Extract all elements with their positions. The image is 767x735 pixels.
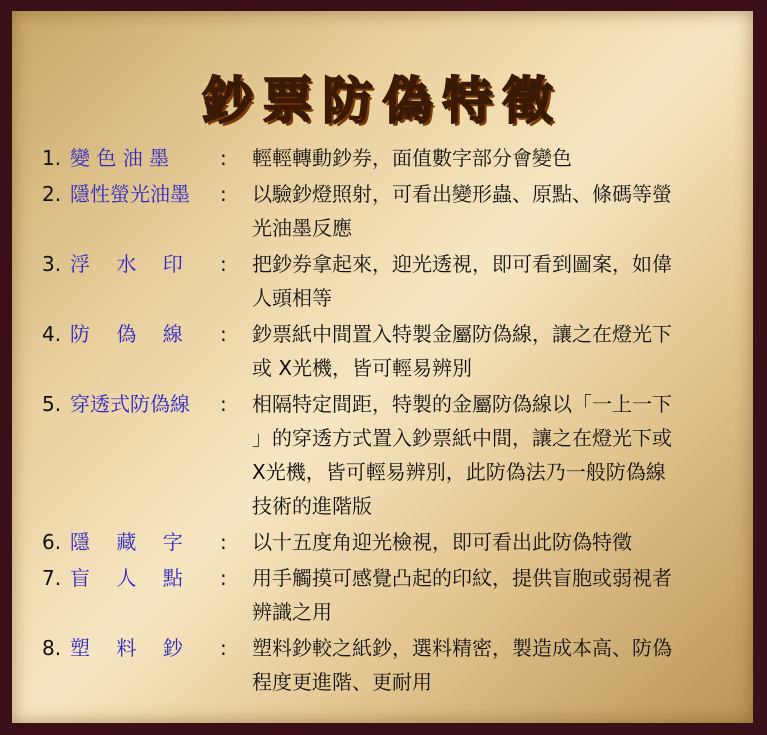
item-description	[252, 247, 757, 315]
feature-list	[42, 141, 757, 701]
list-item	[42, 525, 757, 559]
item-term: 穿透式防偽線	[70, 392, 190, 416]
description-line: 以十五度角迎光檢視，即可看出此防偽特徵	[252, 530, 632, 554]
item-description	[252, 525, 757, 559]
item-colon: :	[220, 392, 227, 416]
description-line: 鈔票紙中間置入特製金屬防偽線，讓之在燈光下	[252, 322, 672, 346]
item-colon: :	[220, 252, 227, 276]
page-title: 鈔票防偽特徵	[202, 72, 563, 130]
item-term: 浮 水 印	[70, 252, 183, 276]
item-number: 6.	[42, 530, 62, 554]
item-number: 7.	[42, 566, 62, 590]
item-term: 防 偽 線	[70, 322, 183, 346]
item-description	[252, 631, 757, 699]
list-item	[42, 141, 757, 175]
item-term: 隱性螢光油墨	[70, 182, 190, 206]
item-number: 2.	[42, 182, 62, 206]
item-description	[252, 387, 757, 523]
description-line: 程度更進階、更耐用	[252, 670, 432, 694]
description-line: 相隔特定間距，特製的金屬防偽線以「一上一下	[252, 392, 672, 416]
item-term: 盲 人 點	[70, 566, 183, 590]
item-colon: :	[220, 146, 227, 170]
description-line: 輕輕轉動鈔券，面值數字部分會變色	[252, 146, 572, 170]
description-line: 技術的進階版	[252, 494, 372, 518]
description-line: 用手觸摸可感覺凸起的印紋，提供盲胞或弱視者	[252, 566, 672, 590]
description-line: 辨識之用	[252, 600, 332, 624]
item-number: 1.	[42, 146, 62, 170]
description-line: 把鈔券拿起來，迎光透視，即可看到圖案，如偉	[252, 252, 672, 276]
description-line: 人頭相等	[252, 286, 332, 310]
item-term: 變 色 油 墨	[70, 146, 170, 170]
item-description	[252, 317, 757, 385]
item-term: 隱 藏 字	[70, 530, 183, 554]
item-number: 3.	[42, 252, 62, 276]
description-line: 」的穿透方式置入鈔票紙中間，讓之在燈光下或	[252, 426, 672, 450]
item-number: 5.	[42, 392, 62, 416]
item-colon: :	[220, 182, 227, 206]
item-number: 8.	[42, 636, 62, 660]
item-colon: :	[220, 322, 227, 346]
description-line: 光油墨反應	[252, 216, 352, 240]
item-description	[252, 177, 757, 245]
description-line: 或 X光機，皆可輕易辨別	[252, 356, 473, 380]
plaque-background	[12, 11, 753, 723]
list-item	[42, 317, 757, 385]
item-description	[252, 561, 757, 629]
list-item	[42, 247, 757, 315]
item-colon: :	[220, 566, 227, 590]
list-item	[42, 387, 757, 523]
description-line: 塑料鈔較之紙鈔，選料精密，製造成本高、防偽	[252, 636, 672, 660]
item-description	[252, 141, 757, 175]
item-number: 4.	[42, 322, 62, 346]
description-line: X光機，皆可輕易辨別，此防偽法乃一般防偽線	[252, 460, 666, 484]
list-item	[42, 177, 757, 245]
item-colon: :	[220, 530, 227, 554]
item-colon: :	[220, 636, 227, 660]
item-term: 塑 料 鈔	[70, 636, 183, 660]
list-item	[42, 631, 757, 699]
description-line: 以驗鈔燈照射，可看出變形蟲、原點、條碼等螢	[252, 182, 672, 206]
list-item	[42, 561, 757, 629]
